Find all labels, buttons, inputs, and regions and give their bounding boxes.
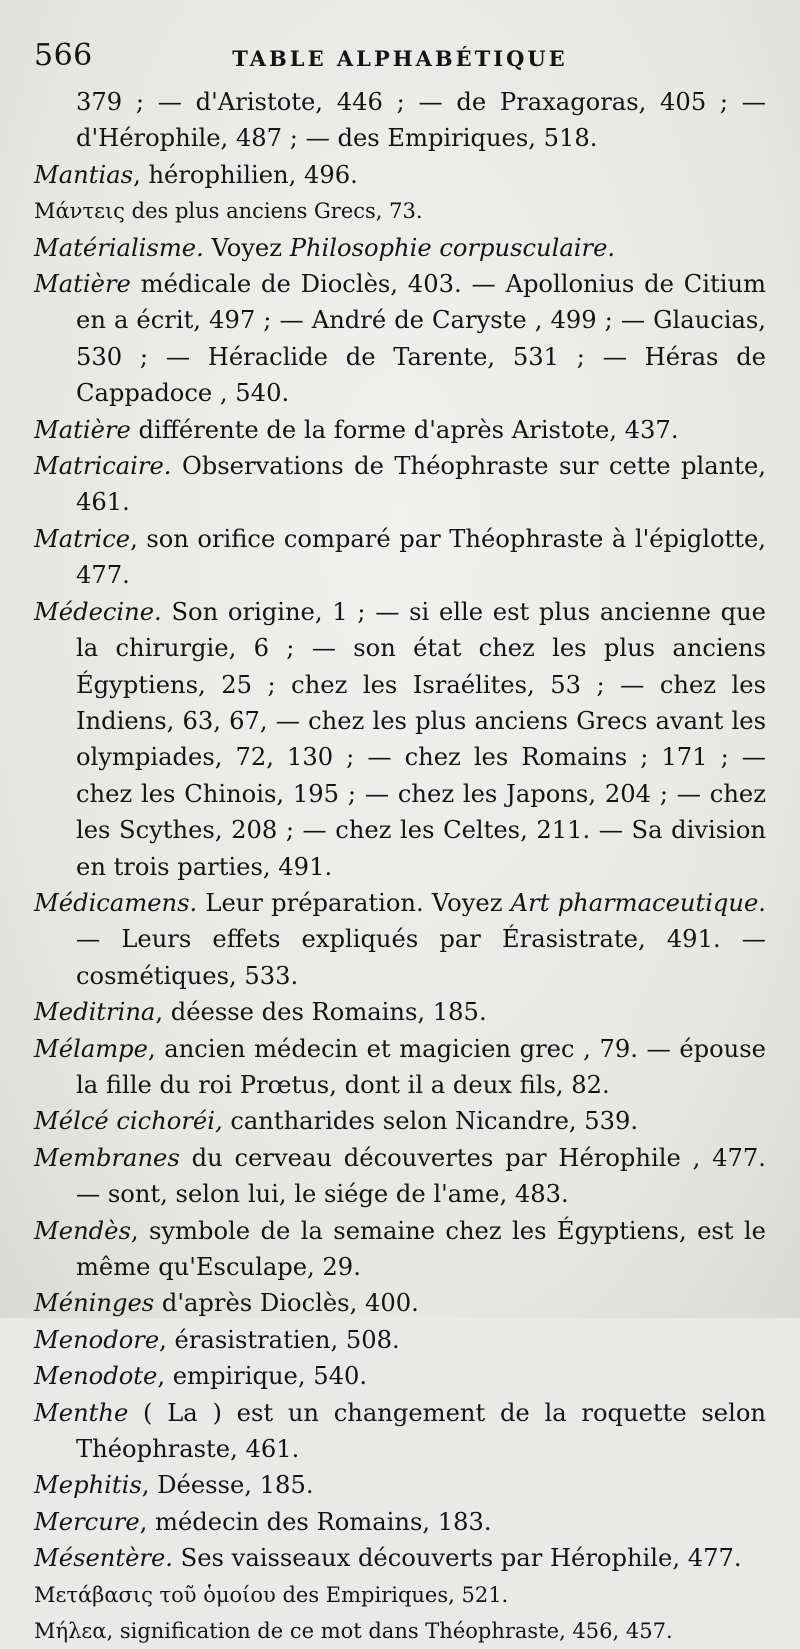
entry-headword: Médicamens.	[34, 888, 198, 917]
entry-text: , symbole de la semaine chez les Égyptiens, est le même qu'Esculape, 29.	[76, 1216, 766, 1281]
entry-text: des plus anciens Grecs, 73.	[124, 199, 423, 224]
entry-text: , érasistratien, 508.	[159, 1325, 400, 1354]
entry-headword: Μετάβασις τοῦ ὁμοίου	[34, 1582, 276, 1607]
entry-text: Son origine, 1 ; — si elle est plus ancienne que la chirurgie, 6 ; — son état chez les plus anciens Égyptiens, 25 ; chez les Israélites, 53 ; — chez les Indiens, 63, 67, — chez les plus anciens Grecs avant les olympiades, 72, 130 ; — chez les Romains ; 171 ; — chez les Chinois, 195 ; — chez les Japons, 204 ; — chez les Scythes, 208 ; — chez les Celtes, 211. — Sa division en trois parties, 491.	[76, 597, 766, 881]
entry-headword: Mélampe	[34, 1034, 148, 1063]
entry-text: d'après Dioclès, 400.	[154, 1289, 419, 1318]
index-entry	[34, 1577, 766, 1613]
entry-text: , médecin des Romains, 183.	[139, 1507, 492, 1536]
entry-text: 379 ; — d'Aristote, 446 ; — de Praxagoras, 405 ; — d'Hérophile, 487 ; — des Empiriques, 518.	[76, 88, 766, 153]
entry-text: , hérophilien, 496.	[133, 160, 358, 189]
index-entry	[34, 1140, 766, 1213]
index-entry	[34, 448, 766, 521]
entry-headword: Matérialisme.	[34, 233, 204, 262]
index-entry	[34, 885, 766, 994]
entry-headword: Menodote	[34, 1362, 158, 1391]
entry-headword: Matière	[34, 270, 131, 299]
index-entry	[34, 1395, 766, 1468]
entry-text: Observations de Théophraste sur cette plante, 461.	[76, 452, 766, 517]
index-entry	[34, 521, 766, 594]
index-entry	[34, 1103, 766, 1139]
index-entry	[34, 1540, 766, 1576]
entry-headword: Mercure	[34, 1507, 140, 1536]
index-entry	[34, 1213, 766, 1286]
entry-text: , empirique, 540.	[157, 1362, 368, 1391]
entry-text: des Empiriques, 521.	[275, 1582, 509, 1607]
index-entry	[34, 1322, 766, 1358]
running-title: TABLE ALPHABÉTIQUE	[232, 46, 568, 71]
index-entries	[34, 84, 766, 1649]
entry-headword: Menodore	[34, 1325, 160, 1354]
entry-text: , son orifice comparé par Théophraste à l'épiglotte, 477.	[76, 524, 766, 590]
entry-headword: Matrice	[34, 524, 131, 553]
index-entry	[34, 266, 766, 412]
entry-headword: Méninges	[34, 1289, 155, 1318]
page-header	[34, 38, 766, 78]
index-entry	[34, 157, 766, 193]
entry-text: cantharides selon Nicandre, 539.	[222, 1107, 639, 1136]
index-entry	[34, 994, 766, 1030]
entry-text: , ancien médecin et magicien grec , 79. — épouse la fille du roi Prœtus, dont il a deux fils, 82.	[76, 1034, 766, 1099]
index-entry	[34, 193, 766, 229]
entry-headword: Meditrina	[34, 998, 156, 1027]
entry-headword: Μήλεα	[34, 1619, 107, 1644]
index-entry	[34, 1613, 766, 1649]
entry-reference: Art pharmaceutique.	[510, 888, 766, 917]
entry-text-continued: — Leurs effets expliqués par Érasistrate, 491. — cosmétiques, 533.	[76, 925, 766, 990]
page-number: 566	[34, 38, 93, 73]
entry-headword: Menthe	[34, 1398, 129, 1427]
entry-headword: Mélcé cichoréi,	[34, 1107, 223, 1136]
entry-headword: Membranes	[34, 1143, 180, 1172]
entry-reference: Philosophie corpusculaire.	[289, 233, 616, 262]
entry-headword: Μάντεις	[34, 199, 125, 224]
entry-headword: Médecine.	[34, 597, 162, 626]
index-entry	[34, 1031, 766, 1104]
entry-text: médicale de Dioclès, 403. — Apollonius de Citium en a écrit, 497 ; — André de Caryste , 499 ; — Glaucias, 530 ; — Héraclide de Tarente, 531 ; — Héras de Cappadoce , 540.	[76, 270, 766, 408]
index-entry	[34, 84, 766, 157]
entry-text: du cerveau découvertes par Hérophile , 477. — sont, selon lui, le siége de l'ame, 483.	[76, 1143, 766, 1209]
entry-text: ( La ) est un changement de la roquette selon Théophraste, 461.	[76, 1398, 766, 1464]
entry-text: Leur préparation. Voyez	[197, 888, 511, 917]
entry-headword: Matière	[34, 415, 131, 444]
entry-text: différente de la forme d'après Aristote, 437.	[130, 415, 679, 444]
entry-headword: Mephitis	[34, 1471, 142, 1500]
entry-text: , Déesse, 185.	[141, 1471, 314, 1500]
index-entry	[34, 1285, 766, 1321]
entry-text: Ses vaisseaux découverts par Hérophile, 477.	[172, 1544, 742, 1573]
entry-text: , signification de ce mot dans Théophraste, 456, 457.	[106, 1619, 673, 1644]
entry-headword: Mantias	[34, 160, 134, 189]
index-entry	[34, 594, 766, 885]
index-entry	[34, 230, 766, 266]
index-entry	[34, 412, 766, 448]
entry-text: Voyez	[203, 233, 290, 262]
index-entry	[34, 1358, 766, 1394]
index-entry	[34, 1504, 766, 1540]
index-entry	[34, 1467, 766, 1503]
entry-headword: Mésentère.	[34, 1544, 173, 1573]
entry-headword: Matricaire.	[34, 452, 172, 481]
entry-headword: Mendès	[34, 1216, 131, 1245]
entry-text: , déesse des Romains, 185.	[155, 998, 487, 1027]
